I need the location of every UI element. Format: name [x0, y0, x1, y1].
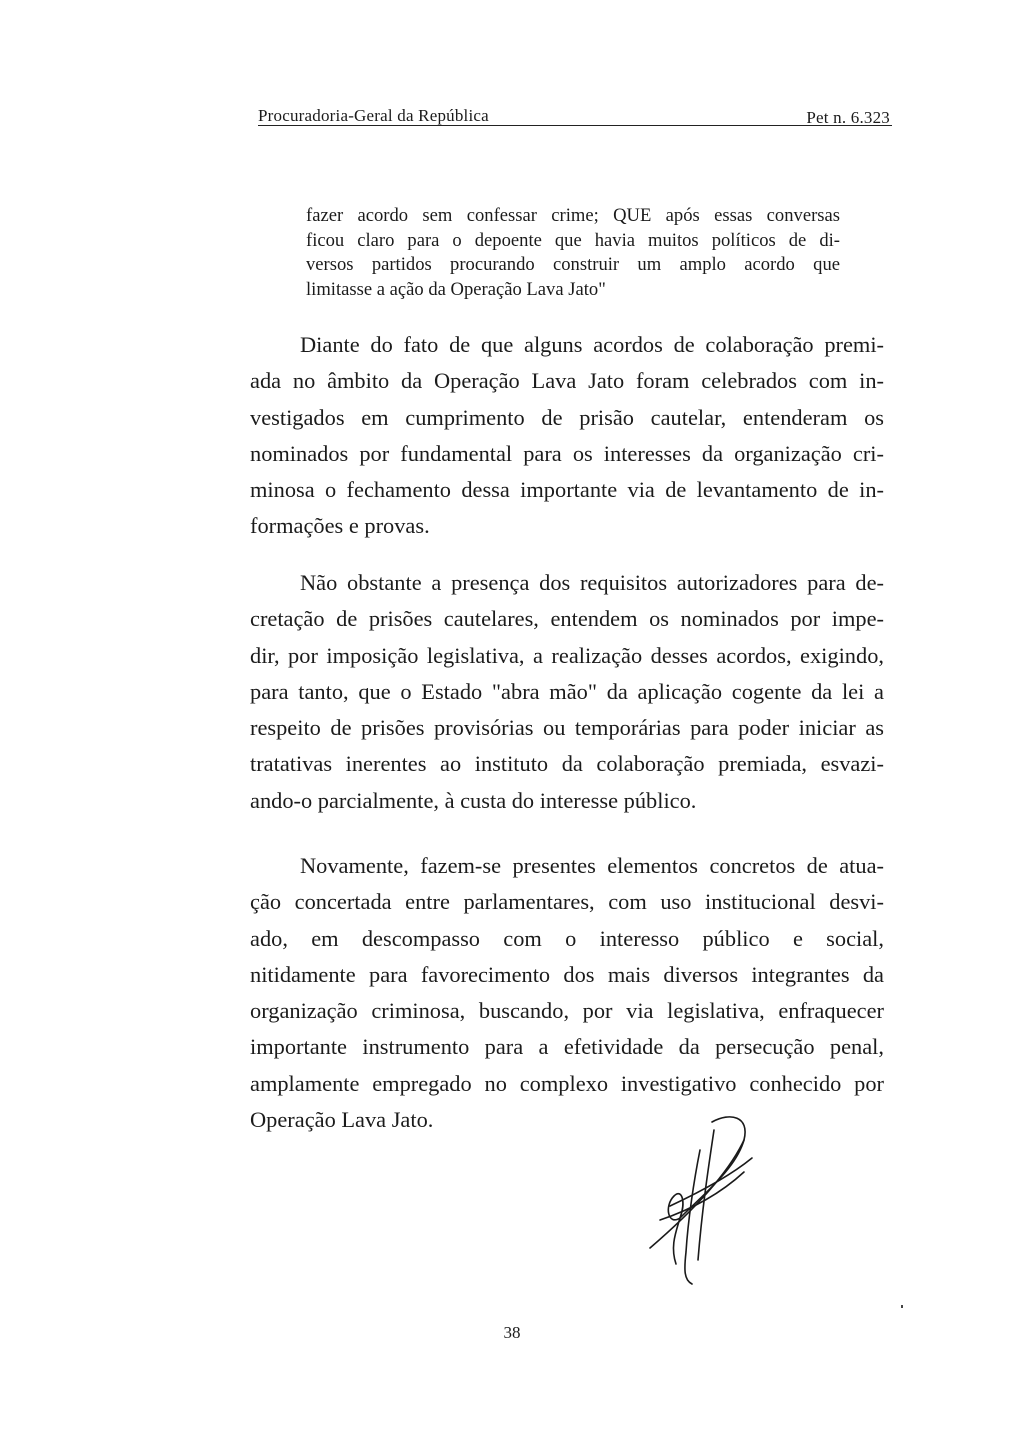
- paragraph-line: Diante do fato de que alguns acordos de colaboração premi-: [300, 332, 884, 357]
- paragraph-line: ção concertada entre parlamentares, com uso institucional desvi-: [250, 889, 884, 915]
- paragraph-line: organização criminosa, buscando, por via legislativa, enfraquecer: [250, 998, 884, 1024]
- header-case-number: Pet n. 6.323: [806, 108, 890, 127]
- block-quote: [306, 204, 840, 302]
- paragraph-line: nominados por fundamental para os interesses da organização cri-: [250, 440, 884, 466]
- handwritten-signature-icon: [640, 1110, 770, 1288]
- paragraph-line: minosa o fechamento dessa importante via de levantamento de in-: [250, 477, 884, 503]
- paragraph-line: respeito de prisões provisórias ou temporárias para poder iniciar as: [250, 715, 884, 741]
- paragraph-line: ado, em descompasso com o interesso público e social,: [250, 925, 884, 951]
- paragraph-line: vestigados em cumprimento de prisão cautelar, entenderam os: [250, 404, 884, 430]
- scan-speck: [901, 1305, 903, 1308]
- paragraph-2: [250, 565, 884, 819]
- paragraph-line: cretação de prisões cautelares, entendem os nominados por impe-: [250, 606, 884, 632]
- paragraph-1: [250, 327, 884, 545]
- paragraph-line: Não obstante a presença dos requisitos autorizadores para de-: [300, 570, 884, 595]
- paragraph-line: ada no âmbito da Operação Lava Jato foram celebrados com in-: [250, 368, 884, 394]
- paragraph-line: amplamente empregado no complexo investigativo conhecido por: [250, 1070, 884, 1096]
- paragraph-line: dir, por imposição legislativa, a realização desses acordos, exigindo,: [250, 642, 884, 668]
- paragraph-line: Novamente, fazem-se presentes elementos concretos de atua-: [300, 853, 884, 878]
- header-institution: Procuradoria-Geral da República: [258, 106, 489, 125]
- paragraph-line: formações e provas.: [250, 513, 430, 539]
- header-rule: [258, 125, 892, 126]
- paragraph-line: tratativas inerentes ao instituto da colaboração premiada, esvazi-: [250, 751, 884, 777]
- paragraph-line: ando-o parcialmente, à custa do interesse público.: [250, 787, 697, 813]
- quote-line: limitasse a ação da Operação Lava Jato": [306, 278, 606, 300]
- paragraph-3: [250, 848, 884, 1138]
- page-header: [258, 102, 892, 128]
- quote-line: fazer acordo sem confessar crime; QUE após essas conversas: [306, 205, 840, 226]
- quote-line: versos partidos procurando construir um amplo acordo que: [306, 254, 840, 276]
- paragraph-line: Operação Lava Jato.: [250, 1107, 434, 1133]
- paragraph-line: nitidamente para favorecimento dos mais diversos integrantes da: [250, 961, 884, 987]
- page-number: 38: [503, 1323, 521, 1342]
- paragraph-line: para tanto, que o Estado "abra mão" da aplicação cogente da lei a: [250, 678, 884, 704]
- paragraph-line: importante instrumento para a efetividade da persecução penal,: [250, 1034, 884, 1060]
- quote-line: ficou claro para o depoente que havia muitos políticos de di-: [306, 229, 840, 251]
